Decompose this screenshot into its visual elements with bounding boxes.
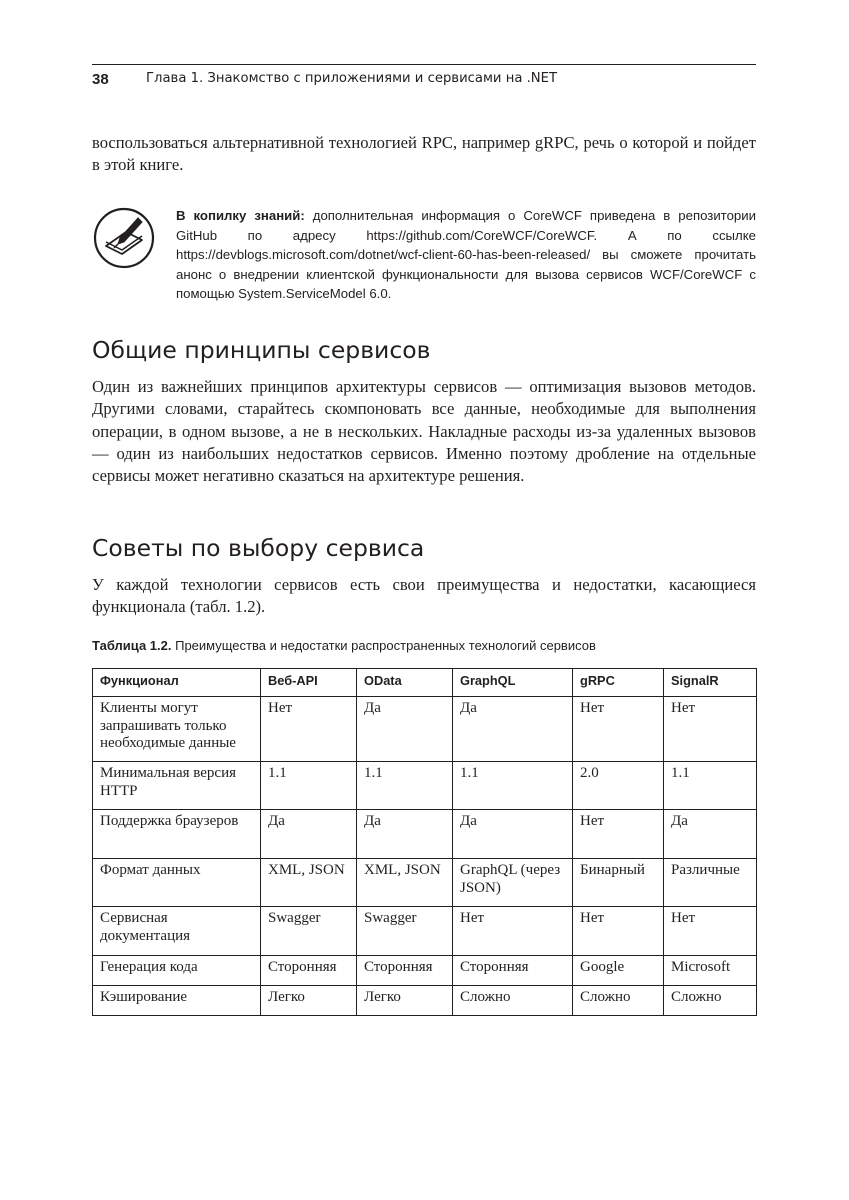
section-heading-choice: Советы по выбору сервиса [92, 534, 425, 562]
page-number: 38 [92, 71, 109, 88]
column-header: Веб-API [261, 669, 357, 697]
table-cell: Сложно [573, 986, 664, 1016]
column-header: Функционал [93, 669, 261, 697]
table-cell: GraphQL (через JSON) [453, 859, 573, 907]
table-cell: Генерация кода [93, 956, 261, 986]
table-cell: Нет [261, 697, 357, 762]
table-header-row [93, 669, 757, 697]
table-cell: Да [453, 810, 573, 859]
pen-notebook-icon [92, 206, 156, 270]
table-cell: Сложно [453, 986, 573, 1016]
table-cell: XML, JSON [261, 859, 357, 907]
table-cell: Microsoft [664, 956, 757, 986]
table-cell: Сложно [664, 986, 757, 1016]
table-cell: 2.0 [573, 762, 664, 810]
column-header: SignalR [664, 669, 757, 697]
table-cell: Нет [664, 907, 757, 956]
table-cell: Бинарный [573, 859, 664, 907]
chapter-title: Глава 1. Знакомство с приложениями и сервисами на .NET [146, 71, 558, 86]
table-cell: Да [453, 697, 573, 762]
table-cell: XML, JSON [357, 859, 453, 907]
table-caption-lead: Таблица 1.2. [92, 638, 172, 653]
table-row [93, 986, 757, 1016]
table-cell: Легко [261, 986, 357, 1016]
section-heading-principles: Общие принципы сервисов [92, 336, 431, 364]
principles-paragraph: Один из важнейших принципов архитектуры сервисов — оптимизация вызовов методов. Другими словами, старайтесь скомпоновать все данные, необходимые для выполнения операции, в одном вызове, а не в нескольких. Накладные расходы из-за удаленных вызовов — один из наибольших недостатков сервисов. Именно поэтому дробление на отдельные сервисы может негативно сказаться на архитектуре решения. [92, 377, 756, 486]
column-header: GraphQL [453, 669, 573, 697]
choice-paragraph: У каждой технологии сервисов есть свои преимущества и недостатки, касающиеся функционала (табл. 1.2). [92, 575, 756, 617]
table-cell: Формат данных [93, 859, 261, 907]
table-row [93, 810, 757, 859]
table-cell: Нет [664, 697, 757, 762]
table-cell: Клиенты могут запрашивать только необходимые данные [93, 697, 261, 762]
column-header: gRPC [573, 669, 664, 697]
table-row [93, 859, 757, 907]
table-caption-text: Преимущества и недостатки распространенных технологий сервисов [171, 638, 596, 653]
table-cell: Да [261, 810, 357, 859]
table-cell: Нет [573, 907, 664, 956]
table-row [93, 697, 757, 762]
table-cell: 1.1 [453, 762, 573, 810]
table-row [93, 956, 757, 986]
table-cell: Сторонняя [453, 956, 573, 986]
comparison-table [92, 668, 757, 1016]
note-lead: В копилку знаний: [176, 208, 305, 223]
table-cell: Кэширование [93, 986, 261, 1016]
note-text: дополнительная информация о CoreWCF приведена в репозитории GitHub по адресу https://github.com/CoreWCF/CoreWCF. А по ссылке https://devblogs.microsoft.com/dotnet/wcf-client-60-has-been-released/ вы сможете прочитать анонс о внедрении клиентской функциональности для вызова сервисов WCF/CoreWCF с помощью System.ServiceModel 6.0. [176, 208, 756, 302]
table-cell: Swagger [261, 907, 357, 956]
intro-paragraph: воспользоваться альтернативной технологией RPC, например gRPC, речь о которой и пойдет в этой книге. [92, 133, 756, 175]
table-cell: 1.1 [357, 762, 453, 810]
table-row [93, 762, 757, 810]
table-cell: Различные [664, 859, 757, 907]
table-cell: Сторонняя [261, 956, 357, 986]
table-cell: Нет [453, 907, 573, 956]
table-cell: Легко [357, 986, 453, 1016]
table-caption [92, 638, 596, 653]
table-cell: Нет [573, 810, 664, 859]
table-cell: Поддержка браузеров [93, 810, 261, 859]
table-cell: Да [357, 810, 453, 859]
table-cell: Да [357, 697, 453, 762]
table-cell: Google [573, 956, 664, 986]
table-cell: Нет [573, 697, 664, 762]
running-header [92, 64, 756, 91]
table-cell: Swagger [357, 907, 453, 956]
table-cell: 1.1 [261, 762, 357, 810]
table-cell: Сторонняя [357, 956, 453, 986]
column-header: OData [357, 669, 453, 697]
table-row [93, 907, 757, 956]
table-cell: Да [664, 810, 757, 859]
table-cell: Сервисная документация [93, 907, 261, 956]
table-cell: Минимальная версия HTTP [93, 762, 261, 810]
knowledge-note [176, 206, 756, 304]
table-cell: 1.1 [664, 762, 757, 810]
